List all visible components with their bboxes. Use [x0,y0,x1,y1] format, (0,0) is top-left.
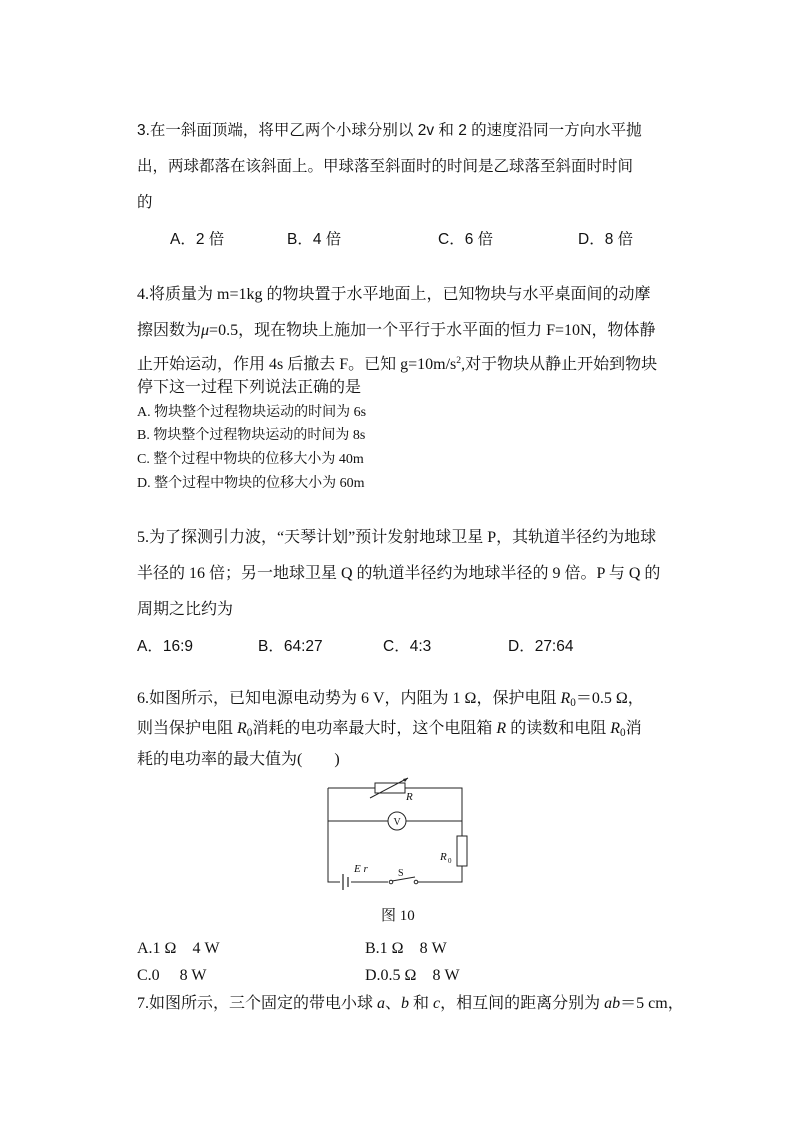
circuit-wires [328,788,462,882]
switch-label: S [398,868,404,879]
q6-line-1: 6.如图所示，已知电源电动势为 6 V，内阻为 1 Ω，保护电阻 $R_0=0.5$ Ω， [137,690,644,709]
q3-line-2: 出，两球都落在该斜面上。甲球落至斜面时的时间是乙球落至斜面时时间 [137,158,634,175]
q3-option-a: A．2 倍 [170,231,225,248]
q4-line-4: 停下这一过程下列说法正确的是 [137,379,362,396]
battery-icon [343,874,348,890]
q4-line-1: 4.将质量为 m=1kg 的物块置于水平地面上，已知物块与水平桌面间的动摩 [137,286,651,303]
resistor-label: R [440,851,447,863]
q5-option-b: B．64:27 [258,638,323,655]
q6-line-3: 耗的电功率的最大值为( ) [137,751,340,768]
q3-line-1: 3.在一斜面顶端，将甲乙两个小球分别以 2v 和 2 的速度沿同一方向水平抛 [137,122,642,139]
q3-option-b: B．4 倍 [287,231,342,248]
resistor-label-sub: 0 [448,857,452,865]
rheostat-arrow [370,778,408,798]
q3-option-c: C．6 倍 [438,231,494,248]
q4-option-d: D. 整个过程中物块的位移大小为 60m [137,476,365,491]
q5-line-1: 5.为了探测引力波，“天琴计划”预计发射地球卫星 P，其轨道半径约为地球 [137,529,657,546]
q5-option-d: D．27:64 [508,638,574,655]
q3-line-3: 的 [137,194,153,211]
emf-label: E r [354,863,368,875]
q6-option-d: D.0.5 Ω 8 W [365,967,460,984]
figure-caption: 图 10 [381,908,415,924]
q3-option-d: D．8 倍 [578,231,634,248]
q4-option-b: B. 物块整个过程物块运动的时间为 8s [137,428,366,443]
q5-option-a: A．16:9 [137,638,194,655]
q6-option-c: C.0 8 W [137,967,207,984]
resistor-r0-body [457,836,467,866]
circuit-diagram [318,776,478,890]
rheostat-arrow-head [403,778,408,782]
mu-symbol: μ [201,322,210,339]
q5-option-c: C．4:3 [383,638,432,655]
q4-line-3: 止开始运动，作用 4s 后撤去 F。已知 $g=10m/s^2$,对于物块从静止开始到物块 [137,355,658,373]
q4-option-c: C. 整个过程中物块的位移大小为 40m [137,452,364,467]
q5-line-2: 半径的 16 倍；另一地球卫星 Q 的轨道半径约为地球半径的 9 倍。P 与 Q 的 [137,565,661,582]
q7-line-1: 7.如图所示，三个固定的带电小球 a、b 和 c，相互间的距离分别为 ab＝5 cm， [137,995,684,1012]
q6-option-b: B.1 Ω 8 W [365,940,447,957]
q4-option-a: A. 物块整个过程物块运动的时间为 6s [137,405,367,420]
q4-line-2: 擦因数为μ=0.5，现在物块上施加一个平行于水平面的恒力 F=10N，物体静 [137,322,656,339]
rheostat-label: R [406,791,413,803]
voltmeter-label: V [393,817,401,828]
q5-line-3: 周期之比约为 [137,601,234,618]
switch-contact-right [414,880,418,884]
q6-line-2: 则当保护电阻 $R_0$消耗的电功率最大时，这个电阻箱 R 的读数和电阻 $R_0$消 [137,720,642,739]
q6-option-a: A.1 Ω 4 W [137,940,220,957]
